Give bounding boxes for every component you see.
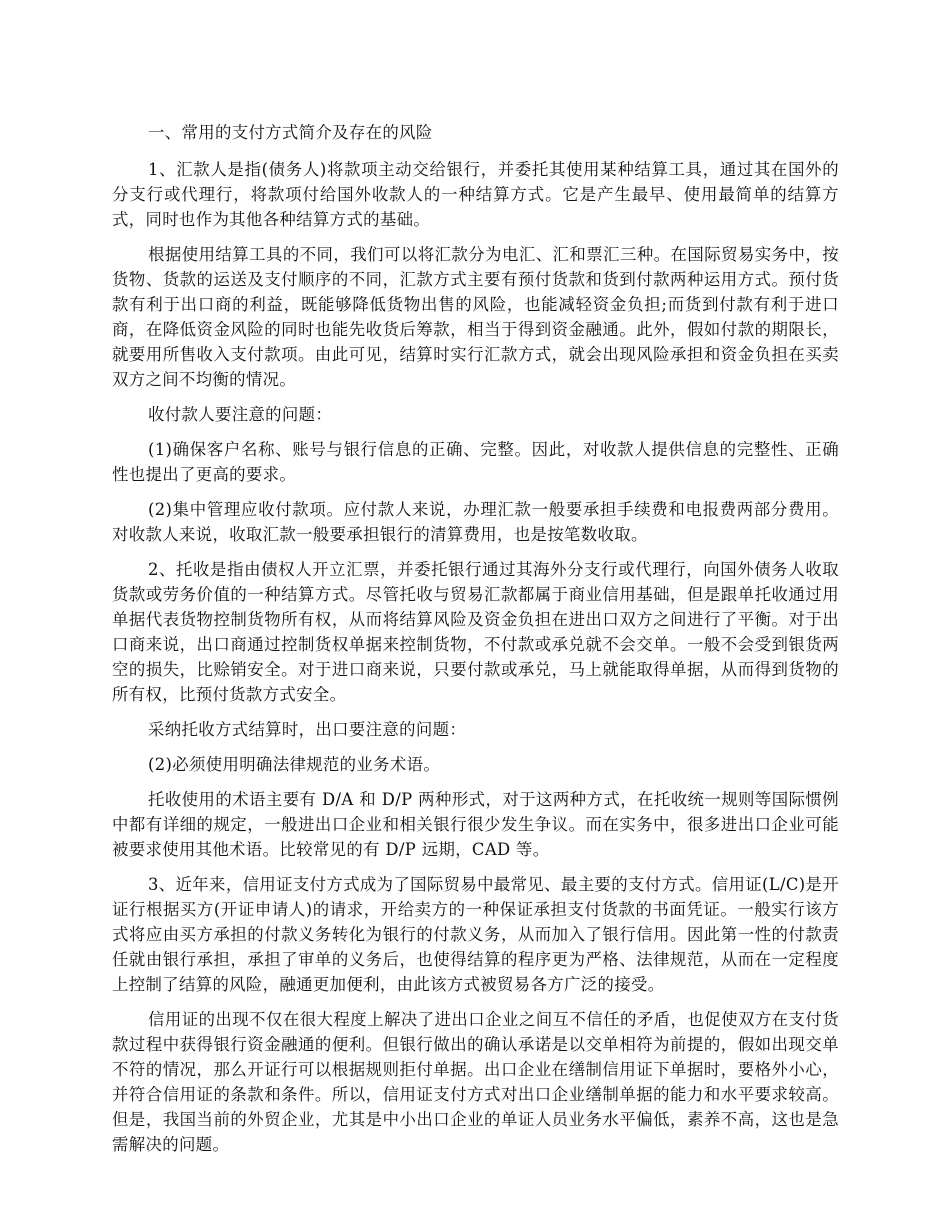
- paragraph-remittance-issue-2: (2)集中管理应收付款项。应付款人来说，办理汇款一般要承担手续费和电报费两部分费用。对收款人来说，收取汇款一般要承担银行的清算费用，也是按笔数收取。: [112, 500, 839, 544]
- paragraph-remittance-definition: 1、汇款人是指(债务人)将款项主动交给银行，并委托其使用某种结算工具，通过其在国外的分支行或代理行，将款项付给国外收款人的一种结算方式。它是产生最早、使用最简单的结算方式，同时也作为其他各种结算方式的基础。: [112, 160, 839, 229]
- section-heading: 一、常用的支付方式简介及存在的风险: [148, 123, 433, 142]
- paragraph-collection-terms: 托收使用的术语主要有 D/A 和 D/P 两种形式，对于这两种方式，在托收统一规则等国际惯例中都有详细的规定，一般进出口企业和相关银行很少发生争议。而在实务中，很多进出口企业可能被要求使用其他术语。比较常见的有 D/P 远期，CAD 等。: [112, 790, 839, 859]
- paragraph-collection-definition: 2、托收是指由债权人开立汇票，并委托银行通过其海外分支行或代理行，向国外债务人收取货款或劳务价值的一种结算方式。尽管托收与贸易汇款都属于商业信用基础，但是跟单托收通过用单据代表货物控制货物所有权，从而将结算风险及资金负担在进出口双方之间进行了平衡。对于出口商来说，出口商通过控制货权单据来控制货物，不付款或承兑就不会交单。一般不会受到银货两空的损失，比赊销安全。对于进口商来说，只要付款或承兑，马上就能取得单据，从而得到货物的所有权，比预付货款方式安全。: [112, 560, 839, 704]
- paragraph-letter-of-credit-definition: 3、近年来，信用证支付方式成为了国际贸易中最常见、最主要的支付方式。信用证(L/C)是开证行根据买方(开证申请人)的请求，开给卖方的一种保证承担支付货款的书面凭证。一般实行该方式将应由买方承担的付款义务转化为银行的付款义务，从而加入了银行信用。因此第一性的付款责任就由银行承担，承担了审单的义务后，也使得结算的程序更为严格、法律规范，从而在一定程度上控制了结算的风险，融通更加便利，由此该方式被贸易各方广泛的接受。: [112, 875, 839, 994]
- paragraph-remittance-issues-intro: 收付款人要注意的问题：: [148, 405, 333, 424]
- paragraph-letter-of-credit-issues: 信用证的出现不仅在很大程度上解决了进出口企业之间互不信任的矛盾，也促使双方在支付货款过程中获得银行资金融通的便利。但银行做出的确认承诺是以交单相符为前提的，假如出现交单不符的情况，那么开证行可以根据规则拒付单据。出口企业在缮制信用证下单据时，要格外小心，并符合信用证的条款和条件。所以，信用证支付方式对出口企业缮制单据的能力和水平要求较高。但是，我国当前的外贸企业，尤其是中小出口企业的单证人员业务水平偏低，素养不高，这也是急需解决的问题。: [112, 1010, 839, 1154]
- document-page: [112, 120, 839, 1167]
- paragraph-collection-issue-2: (2)必须使用明确法律规范的业务术语。: [148, 755, 441, 774]
- paragraph-remittance-types: 根据使用结算工具的不同，我们可以将汇款分为电汇、汇和票汇三种。在国际贸易实务中，按货物、货款的运送及支付顺序的不同，汇款方式主要有预付货款和货到付款两种运用方式。预付货款有利于出口商的利益，既能够降低货物出售的风险，也能减轻资金负担;而货到付款有利于进口商，在降低资金风险的同时也能先收货后筹款，相当于得到资金融通。此外，假如付款的期限长，就要用所售收入支付款项。由此可见，结算时实行汇款方式，就会出现风险承担和资金负担在买卖双方之间不均衡的情况。: [112, 245, 839, 389]
- paragraph-remittance-issue-1: (1)确保客户名称、账号与银行信息的正确、完整。因此，对收款人提供信息的完整性、正确性也提出了更高的要求。: [112, 440, 839, 484]
- paragraph-collection-issues-intro: 采纳托收方式结算时，出口要注意的问题：: [148, 720, 467, 739]
